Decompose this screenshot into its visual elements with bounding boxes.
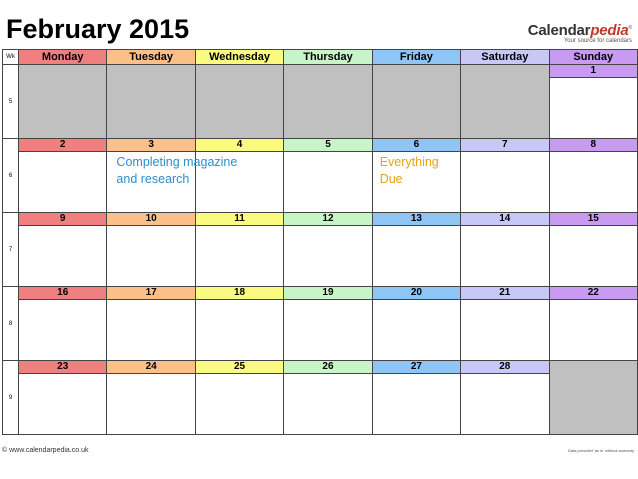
week-number: 7: [3, 213, 19, 287]
date-number[interactable]: 1: [549, 65, 637, 78]
day-cell[interactable]: [461, 226, 549, 287]
date-number[interactable]: 24: [107, 361, 195, 374]
event-note-line: and research: [116, 172, 190, 186]
week-number: 6: [3, 139, 19, 213]
day-cell[interactable]: [549, 152, 637, 213]
date-number[interactable]: 17: [107, 287, 195, 300]
date-number[interactable]: 20: [372, 287, 460, 300]
day-body-row: [3, 226, 638, 287]
empty-day-cell: [284, 65, 372, 139]
empty-day-cell: [461, 65, 549, 139]
day-cell[interactable]: [461, 374, 549, 435]
day-cell[interactable]: [372, 374, 460, 435]
week-number: 8: [3, 287, 19, 361]
date-number-row: [3, 361, 638, 374]
footer-copyright-link[interactable]: © www.calendarpedia.co.uk: [2, 447, 89, 454]
day-cell[interactable]: [284, 152, 372, 213]
date-number[interactable]: 3: [107, 139, 195, 152]
week-number: 9: [3, 361, 19, 435]
date-number[interactable]: 18: [195, 287, 283, 300]
date-number[interactable]: 19: [284, 287, 372, 300]
date-number[interactable]: 22: [549, 287, 637, 300]
date-number[interactable]: 6: [372, 139, 460, 152]
day-cell[interactable]: [461, 300, 549, 361]
day-cell[interactable]: [107, 374, 195, 435]
day-cell[interactable]: [107, 152, 238, 213]
day-cell[interactable]: [195, 226, 283, 287]
date-number[interactable]: 7: [461, 139, 549, 152]
day-cell[interactable]: [107, 300, 195, 361]
day-body-row: [3, 152, 638, 213]
day-cell[interactable]: [284, 300, 372, 361]
day-cell[interactable]: [549, 226, 637, 287]
date-number[interactable]: 2: [19, 139, 107, 152]
date-number[interactable]: 11: [195, 213, 283, 226]
day-body-row: [3, 374, 638, 435]
date-number-row: [3, 213, 638, 226]
event-note-line: Everything: [379, 155, 439, 169]
day-header-sunday: Sunday: [549, 50, 637, 65]
day-cell[interactable]: [372, 300, 460, 361]
day-cell[interactable]: [284, 374, 372, 435]
date-number[interactable]: 27: [372, 361, 460, 374]
date-number-row: [3, 287, 638, 300]
date-number[interactable]: 10: [107, 213, 195, 226]
date-number[interactable]: 8: [549, 139, 637, 152]
date-number[interactable]: 16: [19, 287, 107, 300]
empty-day-cell: [372, 65, 460, 139]
date-number[interactable]: 4: [195, 139, 283, 152]
logo-text-accent: pedia: [590, 22, 629, 39]
date-number[interactable]: 28: [461, 361, 549, 374]
date-number[interactable]: 13: [372, 213, 460, 226]
day-cell[interactable]: [107, 226, 195, 287]
date-number[interactable]: 21: [461, 287, 549, 300]
event-note-everything-due[interactable]: [380, 154, 439, 188]
day-body-row: [3, 300, 638, 361]
day-cell[interactable]: [461, 152, 549, 213]
date-number[interactable]: 5: [284, 139, 372, 152]
event-note-line: Completing magazine: [116, 155, 238, 169]
date-number[interactable]: 12: [284, 213, 372, 226]
date-number-row: [3, 139, 638, 152]
day-cell[interactable]: [372, 152, 460, 213]
header-row: [3, 50, 638, 65]
date-number[interactable]: 9: [19, 213, 107, 226]
date-number[interactable]: 14: [461, 213, 549, 226]
day-cell[interactable]: [284, 226, 372, 287]
empty-day-cell: [195, 65, 283, 139]
logo-tagline: Your source for calendars: [563, 38, 632, 44]
date-number[interactable]: 26: [284, 361, 372, 374]
date-number[interactable]: 25: [195, 361, 283, 374]
calendarpedia-logo[interactable]: [528, 22, 632, 44]
day-header-wednesday: Wednesday: [195, 50, 283, 65]
empty-day-cell: [107, 65, 195, 139]
week-column-header: Wk: [3, 50, 19, 65]
day-cell[interactable]: [19, 374, 107, 435]
day-header-monday: Monday: [19, 50, 107, 65]
day-cell[interactable]: [19, 152, 107, 213]
day-header-tuesday: Tuesday: [107, 50, 195, 65]
day-cell[interactable]: [19, 300, 107, 361]
date-number-row: [3, 65, 638, 78]
day-cell[interactable]: [549, 78, 637, 139]
page-title: February 2015: [6, 14, 190, 44]
date-number[interactable]: 15: [549, 213, 637, 226]
day-cell[interactable]: [19, 226, 107, 287]
day-header-thursday: Thursday: [284, 50, 372, 65]
date-number[interactable]: 23: [19, 361, 107, 374]
day-cell[interactable]: [195, 152, 283, 213]
logo-text-main: Calendar: [527, 22, 591, 39]
logo-registered: ®: [628, 25, 632, 31]
calendar-grid: [2, 49, 638, 435]
empty-day-cell: [19, 65, 107, 139]
day-cell[interactable]: [195, 374, 283, 435]
day-header-saturday: Saturday: [461, 50, 549, 65]
footer-disclaimer: Data provided 'as is' without warranty: [567, 448, 634, 453]
empty-day-cell: [549, 361, 637, 435]
day-cell[interactable]: [549, 300, 637, 361]
event-note-line: Due: [379, 172, 403, 186]
week-number: 5: [3, 65, 19, 139]
day-header-friday: Friday: [372, 50, 460, 65]
day-cell[interactable]: [372, 226, 460, 287]
day-cell[interactable]: [195, 300, 283, 361]
